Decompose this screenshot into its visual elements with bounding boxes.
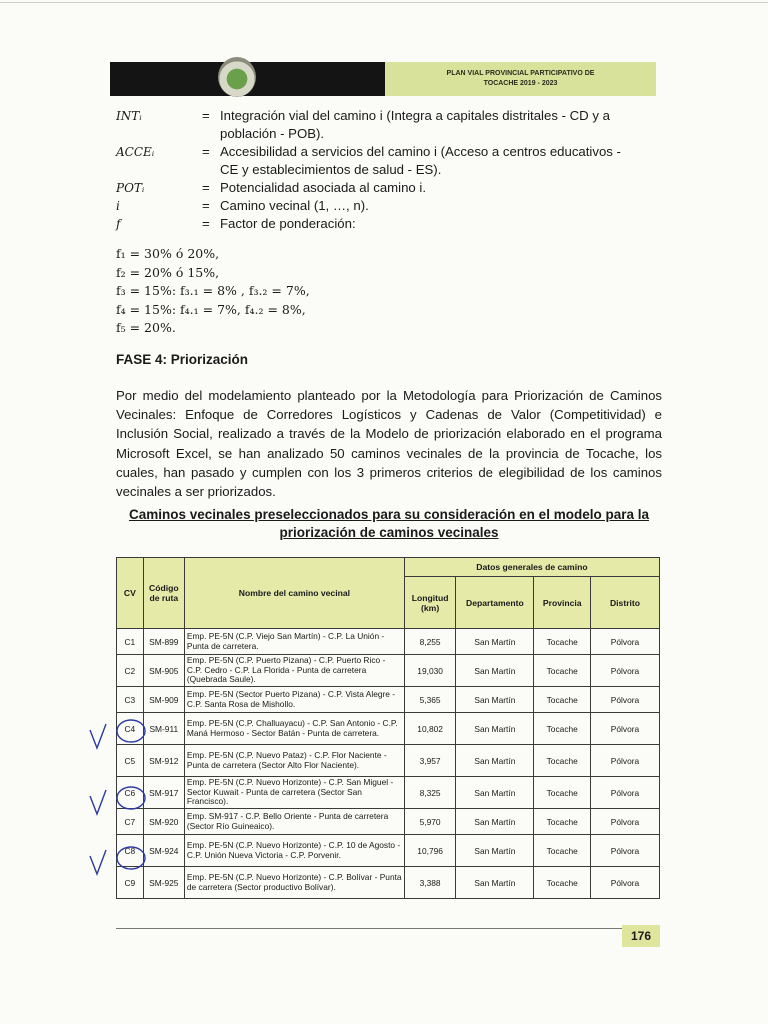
- cell-cv: C3: [117, 687, 144, 713]
- definition-symbol: f: [116, 217, 121, 231]
- cell-province: Tocache: [534, 777, 591, 809]
- cell-length: 5,970: [404, 809, 455, 835]
- cell-province: Tocache: [534, 687, 591, 713]
- cell-department: San Martín: [456, 629, 534, 655]
- caption-line1: Caminos vecinales preseleccionados para su consideración en el modelo para la: [129, 507, 649, 522]
- cell-district: Pólvora: [591, 867, 660, 899]
- cell-province: Tocache: [534, 655, 591, 687]
- formula-line: f₄ = 15%: f₄.₁ = 7%, f₄.₂ = 8%,: [116, 301, 306, 317]
- definition-text: Factor de ponderación:: [220, 216, 356, 231]
- checkmark-icon: [90, 724, 106, 748]
- cell-code: SM-899: [143, 629, 184, 655]
- cell-department: San Martín: [456, 835, 534, 867]
- cell-cv: C2: [117, 655, 144, 687]
- cell-district: Pólvora: [591, 687, 660, 713]
- cell-cv: C6: [117, 777, 144, 809]
- formula-line: f₁ = 30% ó 20%,: [116, 246, 220, 261]
- cell-code: SM-909: [143, 687, 184, 713]
- header-department: Departamento: [456, 577, 534, 629]
- cell-cv: C1: [117, 629, 144, 655]
- footer-rule: [116, 928, 622, 929]
- cell-name: Emp. PE-5N (C.P. Puerto Pizana) - C.P. Puerto Rico - C.P. Cedro - C.P. La Florida - Punta de carretera (Quebrada Saule).: [184, 655, 404, 687]
- cell-district: Pólvora: [591, 745, 660, 777]
- cell-code: SM-925: [143, 867, 184, 899]
- formula-line: f₂ = 20% ó 15%,: [116, 264, 220, 280]
- checkmark-icon: [90, 790, 106, 814]
- cell-province: Tocache: [534, 713, 591, 745]
- definition-equals: =: [202, 108, 210, 123]
- cell-length: 19,030: [404, 655, 455, 687]
- definition-text: Integración vial del camino i (Integra a capitales distritales - CD y a: [220, 108, 610, 123]
- definition-text: Potencialidad asociada al camino i.: [220, 180, 426, 195]
- cell-province: Tocache: [534, 867, 591, 899]
- cell-length: 8,255: [404, 629, 455, 655]
- cell-cv: C9: [117, 867, 144, 899]
- definition-equals: =: [202, 198, 210, 213]
- definition-continuation: población - POB).: [220, 126, 325, 141]
- cell-cv: C5: [117, 745, 144, 777]
- header-code: Código de ruta: [143, 558, 184, 629]
- definition-symbol: POTᵢ: [116, 181, 145, 195]
- cell-cv: C7: [117, 809, 144, 835]
- cell-length: 3,957: [404, 745, 455, 777]
- circle-mark-icon: [117, 720, 145, 742]
- cell-cv: C4: [117, 713, 144, 745]
- cell-code: SM-920: [143, 809, 184, 835]
- body-paragraph: Por medio del modelamiento planteado por la Metodología para Priorización de Caminos Vecinales: Enfoque de Corredores Logísticos y Cadenas de Valor (Competitividad) e Inclusión Social, realizado a través de la Modelo de priorización elaborado en el programa Microsoft Excel, se han analizado 50 caminos vecinales de la provincia de Tocache, los cuales, han pasado y cumplen con los 3 primeros criterios de elegibilidad de los caminos vecinales a ser priorizados.: [116, 388, 662, 500]
- cell-code: SM-912: [143, 745, 184, 777]
- cell-code: SM-917: [143, 777, 184, 809]
- section-title: FASE 4: Priorización: [116, 352, 249, 367]
- cell-department: San Martín: [456, 809, 534, 835]
- cell-name: Emp. PE-5N (C.P. Challuayacu) - C.P. San Antonio - C.P. Maná Hermoso - Sector Batán - Punta de carretera.: [184, 713, 404, 745]
- cell-district: Pólvora: [591, 835, 660, 867]
- cell-code: SM-905: [143, 655, 184, 687]
- cell-department: San Martín: [456, 713, 534, 745]
- header-length: Longitud (km): [404, 577, 455, 629]
- definition-equals: =: [202, 180, 210, 195]
- definition-symbol: ACCEᵢ: [116, 145, 155, 159]
- page-number: 176: [622, 925, 660, 947]
- header-group: Datos generales de camino: [404, 558, 659, 577]
- cell-length: 8,325: [404, 777, 455, 809]
- definition-continuation: CE y establecimientos de salud - ES).: [220, 162, 442, 177]
- cell-length: 3,388: [404, 867, 455, 899]
- cell-cv: C8: [117, 835, 144, 867]
- cell-district: Pólvora: [591, 713, 660, 745]
- formula-line: f₅ = 20%.: [116, 320, 176, 335]
- cell-department: San Martín: [456, 655, 534, 687]
- cell-length: 10,802: [404, 713, 455, 745]
- cell-name: Emp. PE-5N (C.P. Nuevo Horizonte) - C.P. Bolívar - Punta de carretera (Sector productivo Bolívar).: [184, 867, 404, 899]
- definition-text: Camino vecinal (1, …, n).: [220, 198, 369, 213]
- definition-symbol: INTᵢ: [116, 109, 142, 123]
- cell-length: 5,365: [404, 687, 455, 713]
- cell-province: Tocache: [534, 629, 591, 655]
- caption-line2: priorización de caminos vecinales: [279, 525, 499, 540]
- cell-district: Pólvora: [591, 655, 660, 687]
- checkmark-icon: [90, 850, 106, 874]
- cell-province: Tocache: [534, 835, 591, 867]
- cell-province: Tocache: [534, 809, 591, 835]
- definition-text: Accesibilidad a servicios del camino i (Acceso a centros educativos -: [220, 144, 621, 159]
- cell-name: Emp. PE-5N (C.P. Nuevo Horizonte) - C.P. 10 de Agosto - C.P. Unión Nueva Victoria - C.P. Porvenir.: [184, 835, 404, 867]
- cell-province: Tocache: [534, 745, 591, 777]
- cell-department: San Martín: [456, 777, 534, 809]
- header-name: Nombre del camino vecinal: [184, 558, 404, 629]
- cell-code: SM-911: [143, 713, 184, 745]
- cell-name: Emp. PE-5N (C.P. Nuevo Pataz) - C.P. Flor Naciente - Punta de carretera (Sector Alto Flor Naciente).: [184, 745, 404, 777]
- definition-equals: =: [202, 216, 210, 231]
- cell-name: Emp. PE-5N (C.P. Viejo San Martín) - C.P. La Unión - Punta de carretera.: [184, 629, 404, 655]
- cell-district: Pólvora: [591, 777, 660, 809]
- definition-symbol: i: [116, 199, 120, 213]
- cell-name: Emp. SM-917 - C.P. Bello Oriente - Punta de carretera (Sector Río Guineaico).: [184, 809, 404, 835]
- circle-mark-icon: [117, 787, 145, 809]
- header-title-line1: PLAN VIAL PROVINCIAL PARTICIPATIVO DE: [446, 70, 595, 77]
- cell-length: 10,796: [404, 835, 455, 867]
- header-title-line2: TOCACHE 2019 - 2023: [483, 80, 558, 87]
- cell-district: Pólvora: [591, 629, 660, 655]
- cell-district: Pólvora: [591, 809, 660, 835]
- cell-department: San Martín: [456, 867, 534, 899]
- cell-name: Emp. PE-5N (Sector Puerto Pizana) - C.P. Vista Alegre - C.P. Santa Rosa de Mishollo.: [184, 687, 404, 713]
- circle-mark-icon: [117, 847, 145, 869]
- header-province: Provincia: [534, 577, 591, 629]
- header-cv: CV: [117, 558, 144, 629]
- formula-line: f₃ = 15%: f₃.₁ = 8% , f₃.₂ = 7%,: [116, 283, 310, 298]
- cell-department: San Martín: [456, 687, 534, 713]
- cell-name: Emp. PE-5N (C.P. Nuevo Horizonte) - C.P. San Miguel - Sector Kuwait - Punta de carretera (Sector San Francisco).: [184, 777, 404, 809]
- cell-department: San Martín: [456, 745, 534, 777]
- cell-code: SM-924: [143, 835, 184, 867]
- definition-equals: =: [202, 144, 210, 159]
- header-district: Distrito: [591, 577, 660, 629]
